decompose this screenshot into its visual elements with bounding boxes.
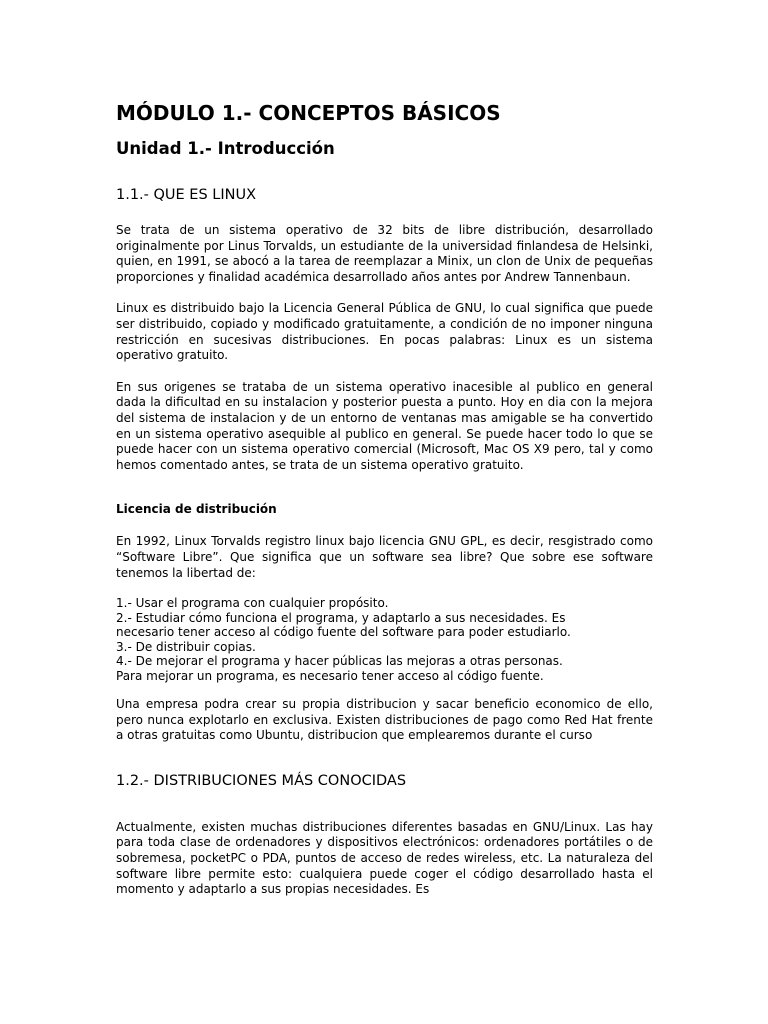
list-item: Para mejorar un programa, es necesario tener acceso al código fuente. [116,668,544,683]
paragraph: Actualmente, existen muchas distribuciones diferentes basadas en GNU/Linux. Las hay para toda clase de ordenadores y dispositivos electrónicos: ordenadores portátiles o de sobremesa, pocketPC o PDA, puntos de acceso de redes wireless, etc. La naturaleza del software libre permite esto: cualquiera puede coger el código desarrollado hasta el momento y adaptarlo a sus propias necesidades. Es [116,819,653,897]
paragraph: En sus origenes se trataba de un sistema operativo inacesible al publico en general dada la dificultad en su instalacion y posterior puesta a punto. Hoy en dia con la mejora del sistema de instalacion y de un entorno de ventanas mas amigable se ha convertido en un sistema operativo asequible al publico en general. Se puede hacer todo lo que se puede hacer con un sistema operativo comercial (Microsoft, Mac OS X9 pero, tal y como hemos comentado antes, se trata de un sistema operativo gratuito. [116,379,653,472]
paragraph: Una empresa podra crear su propia distribucion y sacar beneficio economico de ello, pero nunca explotarlo en exclusiva. Existen distribuciones de pago como Red Hat frente a otras gratuitas como Ubuntu, distribucion que emplearemos durante el curso [116,697,653,743]
list-item: 3.- De distribuir copias. [116,639,256,654]
paragraph: Se trata de un sistema operativo de 32 bits de libre distribución, desarrollado originalmente por Linus Torvalds, un estudiante de la universidad finlandesa de Helsinki, quien, en 1991, se abocó a la tarea de reemplazar a Minix, un clon de Unix de pequeñas proporciones y finalidad académica desarrollado años antes por Andrew Tannenbaun. [116,223,653,284]
license-title: Licencia de distribución [116,502,277,517]
unit-title: Unidad 1.- Introducción [116,139,335,158]
list-item: 1.- Usar el programa con cualquier propósito. [116,596,389,611]
list-item: 4.- De mejorar el programa y hacer públicas las mejoras a otras personas. [116,654,563,669]
module-title: MÓDULO 1.- CONCEPTOS BÁSICOS [116,101,501,125]
section-1-title: 1.1.- QUE ES LINUX [116,187,257,203]
page-content [116,98,653,898]
freedoms-list [116,596,653,683]
paragraph: Linux es distribuido bajo la Licencia General Pública de GNU, lo cual significa que puede ser distribuido, copiado y modificado gratuitamente, a condición de no imponer ninguna restricción en sucesivas distribuciones. En pocas palabras: Linux es un sistema operativo gratuito. [116,301,653,363]
list-item: 2.- Estudiar cómo funciona el programa, y adaptarlo a sus necesidades. Es [116,610,566,625]
list-item: necesario tener acceso al código fuente del software para poder estudiarlo. [116,625,571,640]
section-2-title: 1.2.- DISTRIBUCIONES MÁS CONOCIDAS [116,772,407,789]
paragraph: En 1992, Linux Torvalds registro linux bajo licencia GNU GPL, es decir, resgistrado como “Software Libre”. Que significa que un software sea libre? Que sobre ese software tenemos la libertad de: [116,534,653,580]
